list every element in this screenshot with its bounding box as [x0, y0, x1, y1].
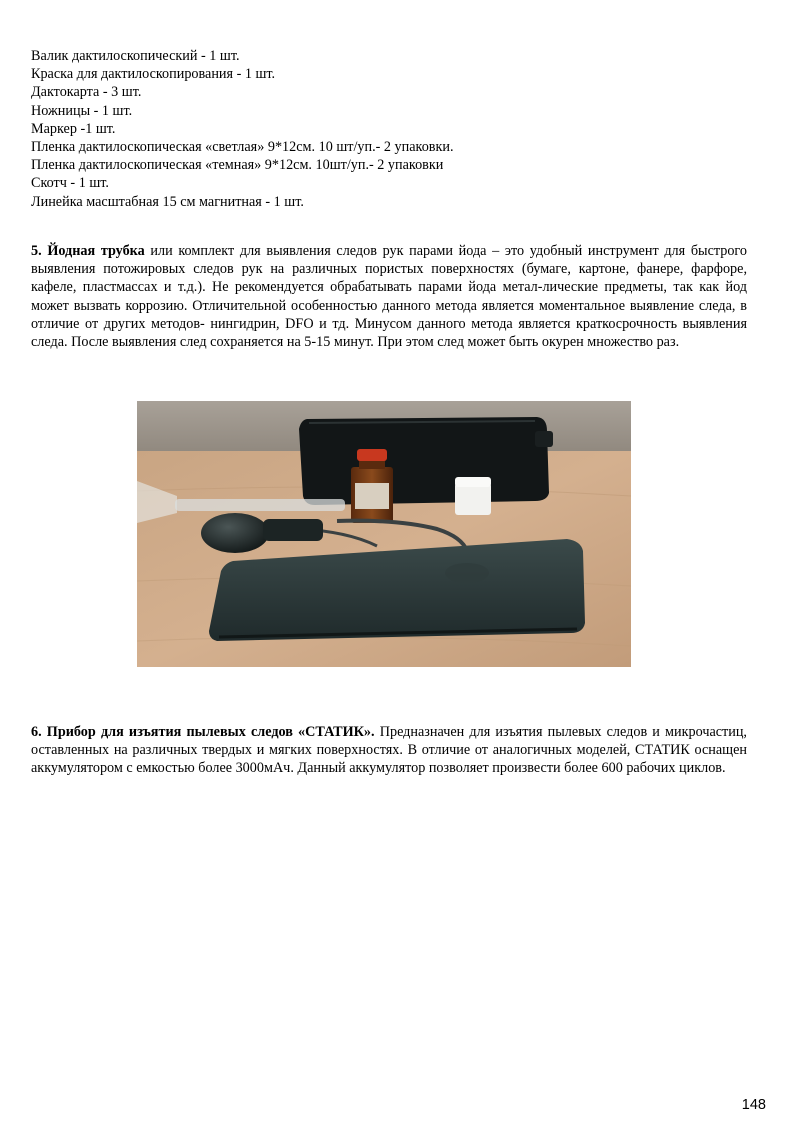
list-item: Ножницы - 1 шт.	[31, 102, 133, 119]
list-item: Краска для дактилоскопирования - 1 шт.	[31, 66, 276, 83]
iodine-kit-photo	[137, 401, 631, 667]
list-item: Дактокарта - 3 шт.	[31, 84, 142, 101]
section-6-heading: 6. Прибор для изъятия пылевых следов «СТАТИК».	[31, 724, 375, 740]
list-item: Линейка масштабная 15 см магнитная - 1 шт.	[31, 193, 304, 210]
list-item: Валик дактилоскопический - 1 шт.	[31, 48, 240, 64]
list-item: Скотч - 1 шт.	[31, 175, 109, 192]
section-5-paragraph	[31, 242, 747, 351]
section-6-text: Предназначен для изъятия пылевых следов и микрочастиц, оставленных на различных твердых и мягких поверхностях. В отличие от аналогичных моделей, СТАТИК оснащен аккумулятором с емкостью более 3000мАч. Данный аккумулятор позволяет произвести более 600 рабочих циклов.	[31, 724, 747, 777]
list-item: Пленка дактилоскопическая «темная» 9*12см. 10шт/уп.- 2 упаковки	[31, 157, 444, 174]
section-5-text: или комплект для выявления следов рук парами йода – это удобный инструмент для быстрого выявления потожировых следов рук на различных пористых поверхностях (бумаге, картоне, фанере, фарфоре, кафеле, пластмассах и т.д.). Не рекомендуется обрабатывать парами йода метал-лические предметы, так как йод может вызвать коррозию. Отличительной особенностью данного метода является моментальное выявление следа, в отличие от других методов- нингидрин, DFO и тд. Минусом данного метода является краткосрочность выявления следа. После выявления след сохраняется на 5-15 минут. При этом след может быть окурен множество раз.	[31, 243, 747, 351]
page-number: 148	[741, 1097, 766, 1113]
list-item: Маркер -1 шт.	[31, 120, 116, 137]
equipment-list	[31, 47, 751, 211]
list-item: Пленка дактилоскопическая «светлая» 9*12см. 10 шт/уп.- 2 упаковки.	[31, 139, 454, 156]
section-5-heading: 5. Йодная трубка	[31, 243, 145, 259]
section-6-paragraph	[31, 723, 747, 778]
